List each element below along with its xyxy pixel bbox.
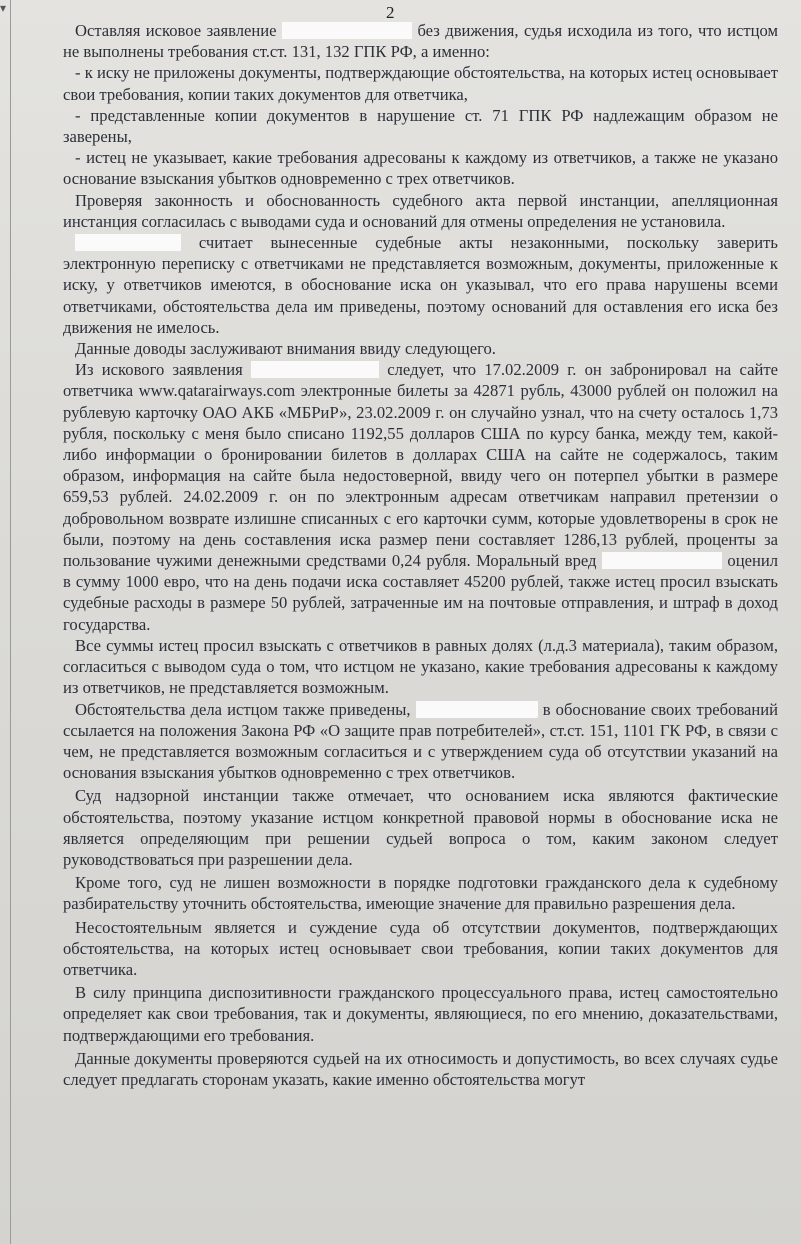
- paragraph-13: Несостоятельным является и суждение суда об отсутствии документов, подтверждающих обстоятельства, на которых истец основывает свои требования, копии таких документов для ответчика.: [63, 917, 778, 979]
- redaction-block: [282, 22, 412, 39]
- redaction-block: [251, 361, 379, 378]
- paragraph-7: Данные доводы заслуживают внимания ввиду следующего.: [75, 339, 496, 359]
- corner-mark: ▾: [0, 1, 7, 15]
- document-body: [63, 20, 778, 1090]
- paragraph-1: Оставляя исковое заявление без движения, судья исходила из того, что истцом не выполнены требования ст.ст. 131, 132 ГПК РФ, а именно:: [63, 21, 778, 62]
- paragraph-14: В силу принципа диспозитивности гражданского процессуального права, истец самостоятельно определяет как свои требования, так и документы, являющиеся, по его мнению, доказательствами, подтверждающими его требования.: [63, 983, 778, 1045]
- paragraph-15: Данные документы проверяются судьей на их относимость и допустимость, во всех случаях судье следует предлагать сторонам указать, какие именно обстоятельства могут: [63, 1048, 778, 1089]
- paragraph-2: - к иску не приложены документы, подтверждающие обстоятельства, на которых истец основывает свои требования, копии таких документов для ответчика,: [63, 63, 778, 104]
- paragraph-10: Обстоятельства дела истцом также приведены, в обоснование своих требований ссылается на положения Закона РФ «О защите прав потребителей», ст.ст. 151, 1101 ГК РФ, в связи с чем, не представляется возможным согласиться и с утверждением суда об отсутствии указаний на основания взыскания убытков одновременно с трех ответчиков.: [63, 699, 778, 783]
- paragraph-8: Из искового заявления следует, что 17.02.2009 г. он забронировал на сайте ответчика www.qatarairways.com электронные билеты за 42871 рубль, 43000 рублей он положил на рублевую карточку ОАО АКБ «МБРиР», 23.02.2009 г. он случайно узнал, что на счету осталось 1,73 рубля, поскольку с меня было списано 1192,55 долларов США по курсу банка, между тем, какой-либо информации о бронировании билетов в долларах США на сайте не содержалось, таким образом, информация на сайте была недостоверной, ввиду чего он потерпел убытки в размере 659,53 рублей. 24.02.2009 г. он по электронным адресам ответчикам направил претензии о добровольном возврате излишне списанных с его карточки сумм, которые удовлетворены в срок не были, поэтому на день составления иска размер пени составляет 1286,13 рублей, проценты за пользование чужими денежными средствами 0,24 рубля. Моральный вред оценил в сумму 1000 евро, что на день подачи иска составляет 45200 рублей, также истец просил взыскать судебные расходы в размере 50 рублей, затраченные им на почтовые отправления, и штраф в доход государства.: [63, 360, 779, 634]
- paragraph-6: считает вынесенные судебные акты незаконными, поскольку заверить электронную переписку с ответчиками не представляется возможным, документы, приложенные к иску, у ответчиков имеются, в обоснование иска он указывал, что его права нарушены всеми ответчиками, обстоятельства дела им приведены, поэтому оснований для оставления его иска без движения не имелось.: [63, 233, 778, 337]
- paragraph-9: Все суммы истец просил взыскать с ответчиков в равных долях (л.д.3 материала), таким образом, согласиться с выводом суда о том, что истцом не указано, какие требования адресованы к каждому из ответчиков, не представляется возможным.: [63, 635, 778, 698]
- paragraph-5: Проверяя законность и обоснованность судебного акта первой инстанции, апелляционная инстанция согласилась с выводами суда и оснований для отмены определения не установила.: [63, 190, 778, 231]
- paragraph-4: - истец не указывает, какие требования адресованы к каждому из ответчиков, а также не указано основание взыскания убытков одновременно с трех ответчиков.: [63, 148, 778, 189]
- page-edge-line: [10, 0, 11, 1244]
- redaction-block: [416, 701, 538, 718]
- paragraph-3: - представленные копии документов в нарушение ст. 71 ГПК РФ надлежащим образом не заверены,: [63, 105, 778, 147]
- redaction-block: [75, 234, 181, 251]
- paragraph-12: Кроме того, суд не лишен возможности в порядке подготовки гражданского дела к судебному разбирательству уточнить обстоятельства, имеющие значение для правильно разрешения дела.: [63, 873, 778, 914]
- redaction-block: [602, 552, 722, 569]
- paragraph-11: Суд надзорной инстанции также отмечает, что основанием иска являются фактические обстоятельства, поэтому указание истцом конкретной правовой нормы в обоснование иска не является определяющим при решении судьей вопроса о том, каким законом следует руководствоваться при разрешении дела.: [63, 786, 778, 869]
- page-number: 2: [386, 3, 395, 22]
